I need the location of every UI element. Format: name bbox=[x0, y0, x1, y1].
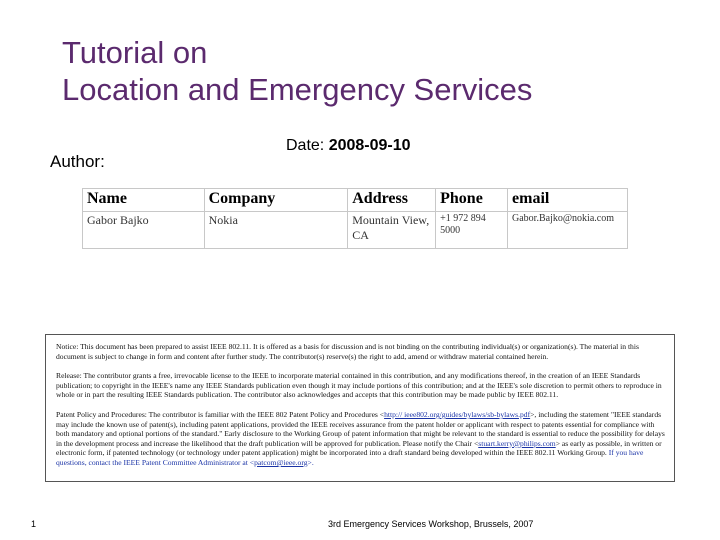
cell-address: Mountain View, CA bbox=[348, 212, 436, 249]
date-label: Date: bbox=[286, 137, 325, 154]
footer-text: 3rd Emergency Services Workshop, Brussels, 2007 bbox=[328, 519, 534, 529]
cell-phone: +1 972 894 5000 bbox=[436, 212, 508, 249]
patent-paragraph bbox=[56, 410, 666, 468]
patent-intro: Patent Policy and Procedures: The contributor is familiar with the IEEE 802 Patent Policy and Procedures < bbox=[56, 409, 385, 419]
cell-company: Nokia bbox=[204, 212, 348, 249]
patent-policy-link[interactable]: http:// ieee802.org/guides/bylaws/sb-bylaws.pdf bbox=[384, 409, 531, 419]
chair-email-link[interactable]: stuart.kerry@philips.com bbox=[478, 438, 556, 448]
table-row bbox=[83, 212, 628, 249]
author-label: Author: bbox=[50, 152, 105, 171]
patent-tail: > as early as possible, in written or electronic form, if patented technology (or technology under patent application) might be incorporated into a draft standard being developed within the IEEE 802.11 Working Group. bbox=[56, 438, 662, 458]
title-line-2: Location and Emergency Services bbox=[62, 72, 533, 107]
header-address: Address bbox=[348, 189, 436, 212]
admin-email-link[interactable]: patcom@ieee.org bbox=[254, 457, 308, 467]
authors-table bbox=[82, 188, 628, 249]
header-company: Company bbox=[204, 189, 348, 212]
date-value: 2008-09-10 bbox=[328, 137, 411, 154]
ieee-notice-box bbox=[45, 334, 675, 482]
notice-paragraph: Notice: This document has been prepared to assist IEEE 802.11. It is offered as a basis for discussion and is not binding on the contributing individual(s) or organization(s). The material in this document is subject to change in form and content after further study. The contributor(s) reserve(s) the right to add, amend or withdraw material contained herein. bbox=[56, 342, 639, 361]
header-phone: Phone bbox=[436, 189, 508, 212]
patent-body: >, including the statement "IEEE standards may include the known use of patent(s), including patent applications, provided the IEEE receives assurance from the patent holder or applicant with respect to patents essential for compliance with both mandatory and optional portions of the standard." Early disclosure to the Working Group of patent information that might be relevant to the standard is essential to reduce the possibility for delays in the development process and increase the likelihood that the draft publication will be approved for publication. Please notify the Chair < bbox=[56, 409, 665, 448]
date-line bbox=[286, 137, 411, 155]
title-line-1: Tutorial on bbox=[62, 35, 208, 70]
patent-end: >. bbox=[307, 457, 314, 467]
cell-email: Gabor.Bajko@nokia.com bbox=[508, 212, 628, 249]
header-email: email bbox=[508, 189, 628, 212]
slide-title bbox=[62, 34, 682, 108]
page-number: 1 bbox=[31, 519, 37, 529]
header-name: Name bbox=[83, 189, 205, 212]
cell-name: Gabor Bajko bbox=[83, 212, 205, 249]
release-paragraph: Release: The contributor grants a free, irrevocable license to the IEEE to incorporate material contained in this contribution, and any modifications thereof, in the creation of an IEEE Standards publication; to copyright in the IEEE's name any IEEE Standards publication even though it may include portions of this contribution; and at the IEEE's sole discretion to permit others to reproduce in whole or in part the resulting IEEE Standards publication. The contributor also acknowledges and accepts that this contribution may be made public by IEEE 802.11. bbox=[56, 371, 662, 400]
patent-questions: If you have questions, contact the IEEE Patent Committee Administrator at < bbox=[56, 448, 644, 467]
table-header-row bbox=[83, 189, 628, 212]
